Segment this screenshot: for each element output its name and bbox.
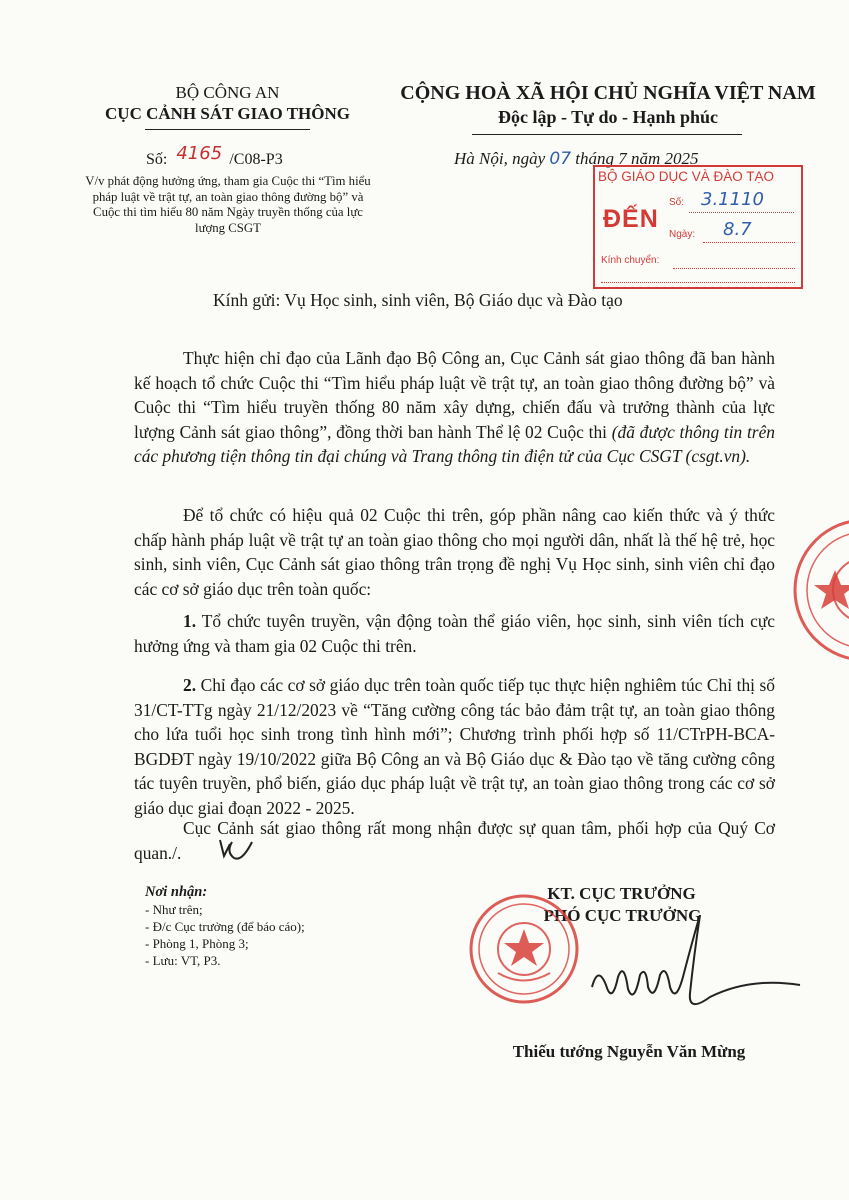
body-paragraph-2-text: Để tổ chức có hiệu quả 02 Cuộc thi trên, góp phần nâng cao kiến thức và ý thức chấp hành pháp luật về trật tự an toàn giao thông cho mọi người dân, nhất là thế hệ trẻ, học sinh, sinh viên, Cục Cảnh sát giao thông trân trọng đề nghị Vụ Học sinh, sinh viên chỉ đạo các cơ sở giáo dục trên toàn quốc:: [134, 505, 775, 599]
signature-icon: [590, 915, 810, 1035]
motto-underline: [472, 134, 742, 135]
receivers-block: [145, 884, 405, 969]
stamp-kinh-chuyen-line-2: [601, 282, 795, 283]
signature-title-2: PHÓ CỤC TRƯỞNG: [543, 906, 702, 925]
stamp-ngay-value: 8.7: [723, 219, 752, 240]
receivers-item: - Phòng 1, Phòng 3;: [145, 936, 249, 951]
body-item-2: [134, 673, 775, 820]
body-paragraph-1: [134, 346, 775, 469]
stamp-so-value: 3.1110: [701, 189, 764, 210]
receivers-title: Nơi nhận:: [145, 884, 208, 900]
doc-number-handwritten: 4165: [176, 143, 223, 164]
place-date-prefix: Hà Nội, ngày: [454, 149, 546, 168]
body-item-1-text: Tổ chức tuyên truyền, vận động toàn thể giáo viên, học sinh, sinh viên tích cực hưởng ứng và tham gia 02 Cuộc thi trên.: [134, 611, 775, 656]
stamp-kinh-chuyen-label: Kính chuyển:: [601, 255, 660, 266]
body-paragraph-1-italic: (đã được thông tin trên các phương tiện thông tin đại chúng và Trang thông tin điện tử của Cục CSGT (csgt.vn).: [134, 421, 775, 466]
agency-parent: BỘ CÔNG AN: [175, 83, 280, 102]
agency-name: CỤC CẢNH SÁT GIAO THÔNG: [105, 104, 350, 123]
received-stamp: [593, 165, 803, 289]
document-number: [146, 143, 283, 169]
recipient-line: Kính gửi: Vụ Học sinh, sinh viên, Bộ Giáo dục và Đào tạo: [213, 290, 623, 310]
stamp-title: BỘ GIÁO DỤC VÀ ĐÀO TẠO: [598, 169, 775, 184]
stamp-so-line: [689, 212, 794, 213]
body-item-2-text: Chỉ đạo các cơ sở giáo dục trên toàn quốc tiếp tục thực hiện nghiêm túc Chỉ thị số 31/CT-TTg ngày 21/12/2023 về “Tăng cường công tác bảo đảm trật tự, an toàn giao thông cho lứa tuổi học sinh trong tình hình mới”; Chương trình phối hợp số 11/CTrPH-BCA-BGDĐT ngày 19/10/2022 giữa Bộ Công an và Bộ Giáo dục & Đào tạo về tăng cường công tác tuyên truyền, phổ biến, giáo dục pháp luật về trật tự, an toàn giao thông trong các cơ sở giáo dục giai đoạn 2022 - 2025.: [134, 675, 775, 818]
signer-name: Thiếu tướng Nguyễn Văn Mừng: [512, 1042, 746, 1061]
doc-number-suffix: /C08-P3: [229, 151, 283, 168]
body-paragraph-1-text: Thực hiện chỉ đạo của Lãnh đạo Bộ Công an, Cục Cảnh sát giao thông đã ban hành kế hoạch tổ chức Cuộc thi “Tìm hiểu pháp luật về trật tự, an toàn giao thông đường bộ” và Cuộc thi “Tìm hiểu truyền thống 80 năm xây dựng, chiến đấu và trưởng thành của lực lượng Cảnh sát giao thông”, đồng thời ban hành Thể lệ 02 Cuộc thi: [134, 348, 775, 442]
stamp-den: ĐẾN: [603, 205, 659, 233]
stamp-ngay-label: Ngày:: [669, 229, 696, 240]
stamp-kinh-chuyen-line: [673, 268, 795, 269]
body-item-1-number: 1.: [183, 611, 197, 631]
body-closing-text: Cục Cảnh sát giao thông rất mong nhận được sự quan tâm, phối hợp của Quý Cơ quan./.: [134, 818, 775, 863]
country-name: CỘNG HOÀ XÃ HỘI CHỦ NGHĨA VIỆT NAM: [400, 82, 816, 104]
stamp-ngay-line: [703, 242, 795, 243]
stamp-so-label: Số:: [669, 197, 685, 208]
agency-underline: [145, 129, 310, 130]
receivers-item: - Đ/c Cục trưởng (để báo cáo);: [145, 919, 305, 934]
place-date-rest: tháng 7 năm 2025: [575, 149, 699, 168]
body-item-1: [134, 609, 775, 658]
doc-number-label: Số:: [146, 151, 168, 168]
initials-mark: [214, 834, 256, 864]
body-paragraph-2: [134, 503, 775, 601]
document-subject: V/v phát động hưởng ứng, tham gia Cuộc thi “Tìm hiểu pháp luật về trật tự, an toàn giao thông đường bộ” và Cuộc thi tìm hiểu 80 năm Ngày truyền thống của lực lượng CSGT: [85, 174, 371, 235]
body-item-2-number: 2.: [183, 675, 197, 695]
signature-title-1: KT. CỤC TRƯỞNG: [547, 884, 696, 903]
official-seal-icon: [468, 893, 580, 1005]
side-seal-icon: [790, 515, 849, 665]
receivers-item: - Như trên;: [145, 902, 203, 917]
place-date-day: 07: [549, 149, 572, 169]
national-motto: Độc lập - Tự do - Hạnh phúc: [497, 107, 719, 127]
receivers-item: - Lưu: VT, P3.: [145, 953, 221, 968]
